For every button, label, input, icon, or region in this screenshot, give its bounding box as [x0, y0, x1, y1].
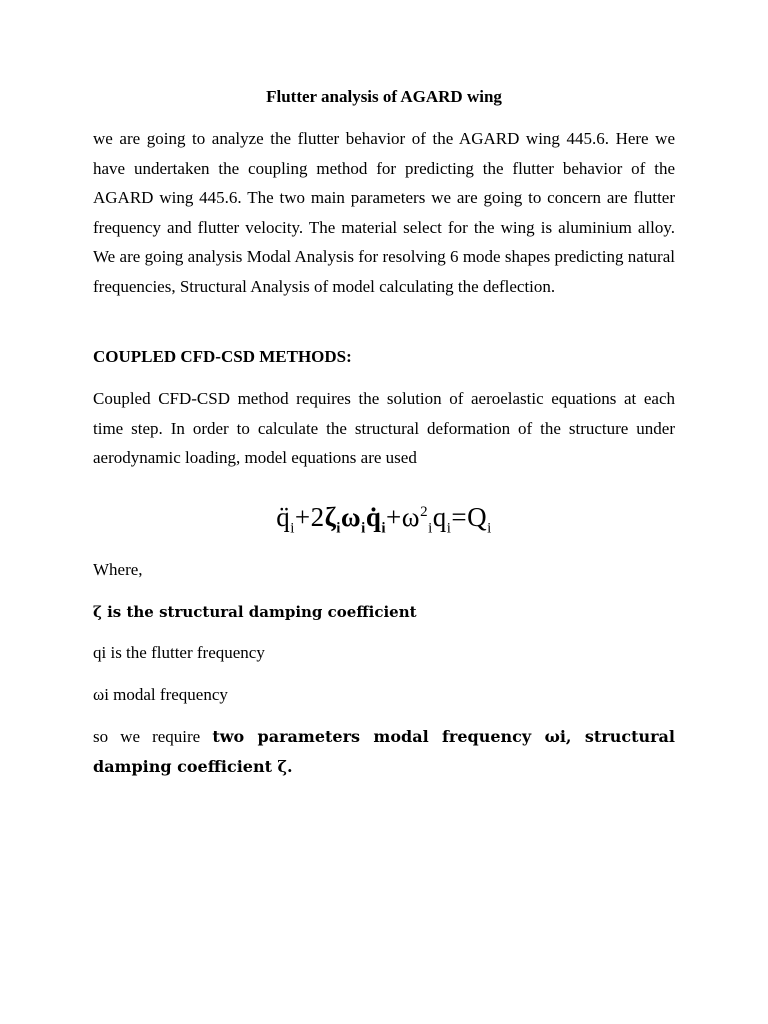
eq-sub: i — [428, 520, 433, 537]
eq-plus: + — [386, 502, 402, 532]
document-title: Flutter analysis of AGARD wing — [266, 87, 502, 106]
eq-omega2: ω — [401, 502, 421, 532]
conclusion-paragraph — [93, 722, 675, 782]
conclusion-bold: two parameters modal frequency ωi, structural damping coefficient ζ. — [93, 727, 675, 776]
where-label: Where, — [93, 560, 143, 579]
eq-sup: 2 — [420, 504, 429, 520]
eq-sub: i — [487, 520, 492, 537]
intro-paragraph: we are going to analyze the flutter behavior of the AGARD wing 445.6. Here we have undertaken the coupling method for predicting the flutter behavior of the AGARD wing 445.6. The two main parameters we are going to concern are flutter frequency and flutter velocity. The material select for the wing is aluminium alloy. We are going analysis Modal Analysis for resolving 6 mode shapes predicting natural frequencies, Structural Analysis of model calculating the deflection. — [93, 129, 675, 296]
eq-sub: i — [290, 520, 295, 537]
eq-qddot: q̈ — [276, 502, 291, 532]
eq-sub: i — [361, 520, 366, 537]
eq-plus-two: +2 — [294, 502, 325, 532]
eq-sub: i — [336, 520, 341, 537]
section-paragraph: Coupled CFD-CSD method requires the solution of aeroelastic equations at each time step. In order to calculate the structural deformation of the structure under aerodynamic loading, model equations are used — [93, 389, 675, 467]
qi-definition: qi is the flutter frequency — [93, 643, 265, 662]
eq-sub: i — [381, 520, 387, 537]
equation — [0, 494, 768, 546]
eq-omega: ω — [340, 502, 362, 532]
zeta-definition: ζ is the structural damping coefficient — [93, 603, 417, 621]
eq-equals-Q: =Q — [451, 502, 488, 532]
section-heading: COUPLED CFD-CSD METHODS: — [93, 347, 352, 366]
eq-sub: i — [446, 520, 452, 537]
conclusion-prefix: so we require — [93, 727, 213, 746]
eq-zeta: ζ — [324, 502, 337, 532]
eq-q: q — [432, 502, 447, 532]
omega-definition: ωi modal frequency — [93, 685, 228, 704]
eq-qdot: q̇ — [365, 502, 382, 532]
